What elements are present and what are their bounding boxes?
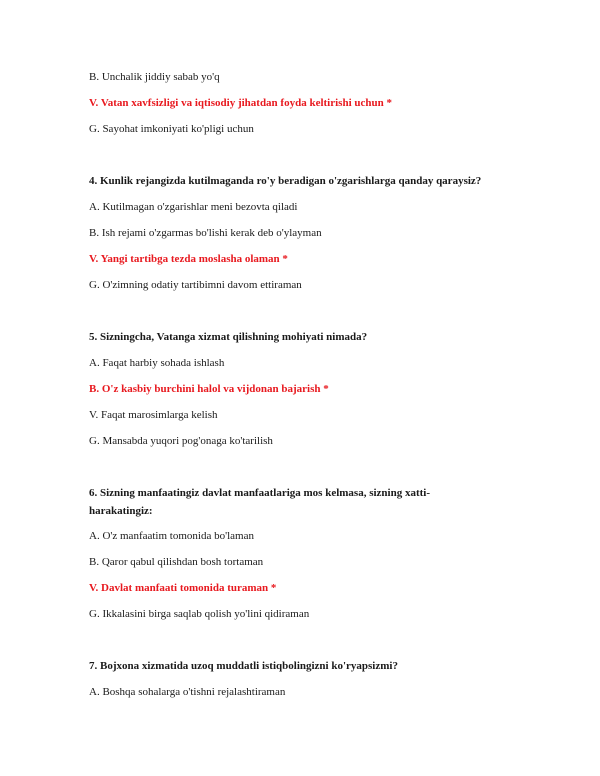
q7-question: 7. Bojxona xizmatida uzoq muddatli istiqbolingizni ko'ryapsizmi? <box>89 660 398 672</box>
q6-option-a: A. O'z manfaatim tomonida bo'laman <box>89 530 254 542</box>
q5-option-v: V. Faqat marosimlarga kelish <box>89 409 218 421</box>
q7-option-a: A. Boshqa sohalarga o'tishni rejalashtiraman <box>89 686 286 698</box>
q3-option-v-correct: V. Vatan xavfsizligi va iqtisodiy jihatdan foyda keltirishi uchun * <box>89 97 392 109</box>
q3-option-b: B. Unchalik jiddiy sabab yo'q <box>89 71 220 83</box>
q6-option-b: B. Qaror qabul qilishdan bosh tortaman <box>89 556 264 568</box>
q5-option-g: G. Mansabda yuqori pog'onaga ko'tarilish <box>89 435 273 447</box>
q5-question: 5. Sizningcha, Vatanga xizmat qilishning mohiyati nimada? <box>89 331 368 343</box>
q4-question: 4. Kunlik rejangizda kutilmaganda ro'y beradigan o'zgarishlarga qanday qaraysiz? <box>89 175 482 187</box>
q5-option-b-correct: B. O'z kasbiy burchini halol va vijdonan bajarish * <box>89 383 329 395</box>
q4-option-g: G. O'zimning odatiy tartibimni davom ettiraman <box>89 279 302 291</box>
q6-question-line1: 6. Sizning manfaatingiz davlat manfaatlariga mos kelmasa, sizning xatti- <box>89 487 431 499</box>
q4-option-v-correct: V. Yangi tartibga tezda moslasha olaman * <box>89 253 288 265</box>
q6-option-g: G. Ikkalasini birga saqlab qolish yo'lini qidiraman <box>89 608 310 620</box>
q6-question-line2: harakatingiz: <box>89 505 153 517</box>
q6-option-v-correct: V. Davlat manfaati tomonida turaman * <box>89 582 277 594</box>
q3-option-g: G. Sayohat imkoniyati ko'pligi uchun <box>89 123 254 135</box>
q4-option-a: A. Kutilmagan o'zgarishlar meni bezovta qiladi <box>89 201 298 213</box>
q5-option-a: A. Faqat harbiy sohada ishlash <box>89 357 225 369</box>
q4-option-b: B. Ish rejami o'zgarmas bo'lishi kerak deb o'ylayman <box>89 227 322 239</box>
